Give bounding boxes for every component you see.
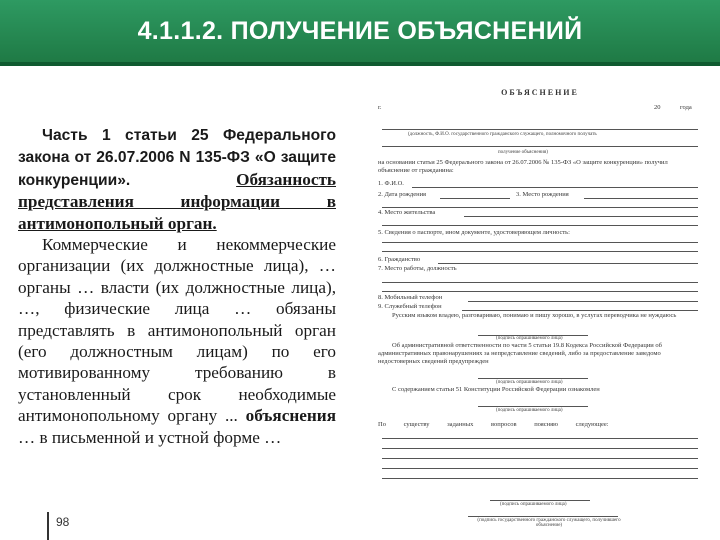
lead-paragraph <box>18 124 336 234</box>
form-rule <box>382 251 698 252</box>
form-rule <box>382 282 698 283</box>
form-caption-signature: (подпись опрашиваемого лица) <box>500 502 567 507</box>
body-text-start: Коммерческие и некоммерческие организации (их должностные лица), … органы … власти (их должностные лица), …, физические лица … обязаны представлять в антимонопольный орган (его должностным лицам) по его мотивированному требованию в установленный срок необходимые антимонопольному органу ... <box>18 235 336 426</box>
form-rule <box>440 198 510 199</box>
form-question-text: По существу заданных вопросов поясняю следующее: <box>378 421 609 428</box>
page-number: 98 <box>56 515 70 529</box>
body-text-end: … в письменной и устной форме … <box>18 427 282 447</box>
form-rule <box>382 438 698 439</box>
form-rule <box>462 310 698 311</box>
form-caption-position: (должность, Ф.И.О. государственного гражданского служащего, полномочного получать <box>408 132 597 137</box>
form-liability-text: Об административной ответственности по части 5 статьи 19.8 Кодекса Российской Федерации об административных правонарушениях за непредставление сведений, либо за предоставление заведомо недостоверных сведений предупрежден <box>378 342 662 365</box>
form-item-name: 1. Ф.И.О. <box>378 180 404 187</box>
form-item-mobile: 8. Мобильный телефон <box>378 294 443 301</box>
form-rule <box>468 301 698 302</box>
form-item-passport: 5. Сведения о паспорте, ином документе, удостоверяющем личность: <box>378 229 570 236</box>
form-caption-signature: (подпись опрашиваемого лица) <box>496 336 563 341</box>
form-caption-final: (подпись государственного гражданского служащего, получившего объяснение) <box>477 518 621 528</box>
form-rights-text: Русским языком владею, разговариваю, понимаю и пишу хорошо, в услугах переводчика не нуждаюсь <box>392 312 677 319</box>
form-rule <box>382 291 698 292</box>
form-item-work: 7. Место работы, должность <box>378 265 457 272</box>
form-rule <box>382 129 698 130</box>
form-heading: ОБЪЯСНЕНИЕ <box>501 88 579 97</box>
form-year-suffix: года <box>680 104 692 111</box>
form-caption-signature: (подпись опрашиваемого лица) <box>496 408 563 413</box>
law-reference: Часть 1 статьи 25 Федерального закона от 26.07.2006 N 135-ФЗ «О защите конкуренции». <box>18 127 336 189</box>
form-date-row <box>378 104 698 112</box>
form-item-work-phone: 9. Служебный телефон <box>378 303 442 310</box>
form-caption-explanations: получение объяснения) <box>498 150 548 155</box>
form-item-birth: 2. Дата рождения 3. Место рождения <box>378 191 569 198</box>
page-number-divider <box>47 512 49 540</box>
body-text-bold: объяснения <box>245 406 336 426</box>
form-rule <box>478 406 588 407</box>
form-rule <box>382 207 698 208</box>
body-paragraph <box>18 234 336 448</box>
form-rule <box>382 458 698 459</box>
form-rule <box>478 378 588 379</box>
form-rule <box>382 225 698 226</box>
explanation-form-scan <box>378 80 702 540</box>
form-rule <box>382 146 698 147</box>
slide-title-bar <box>0 0 720 62</box>
form-item-residence: 4. Место жительства <box>378 209 436 216</box>
form-item-citizenship: 6. Гражданство <box>378 256 421 263</box>
form-rule <box>382 468 698 469</box>
title-underline <box>0 62 720 66</box>
form-rule <box>468 516 618 517</box>
form-year: 20 <box>654 104 661 111</box>
form-date-prefix: г. <box>378 104 382 111</box>
form-rule <box>490 500 590 501</box>
slide-title: 4.1.1.2. ПОЛУЧЕНИЕ ОБЪЯСНЕНИЙ <box>137 16 583 45</box>
left-text-block <box>18 124 336 448</box>
obligation-heading: Обязанность представления информации в антимонопольный орган. <box>18 169 336 233</box>
form-caption-signature: (подпись опрашиваемого лица) <box>496 380 563 385</box>
form-rule <box>584 198 698 199</box>
form-basis-text: на основании статьи 25 Федерального закона от 26.07.2006 № 135-ФЗ «О защите конкуренции» получил объяснение от гражданина: <box>378 159 668 174</box>
form-rule <box>438 263 698 264</box>
form-rule <box>382 448 698 449</box>
form-rule <box>412 187 698 188</box>
form-article51-text: С содержанием статьи 51 Конституции Российской Федерации ознакомлен <box>392 386 600 393</box>
form-rule <box>382 242 698 243</box>
form-rule <box>382 478 698 479</box>
form-rule <box>464 216 698 217</box>
